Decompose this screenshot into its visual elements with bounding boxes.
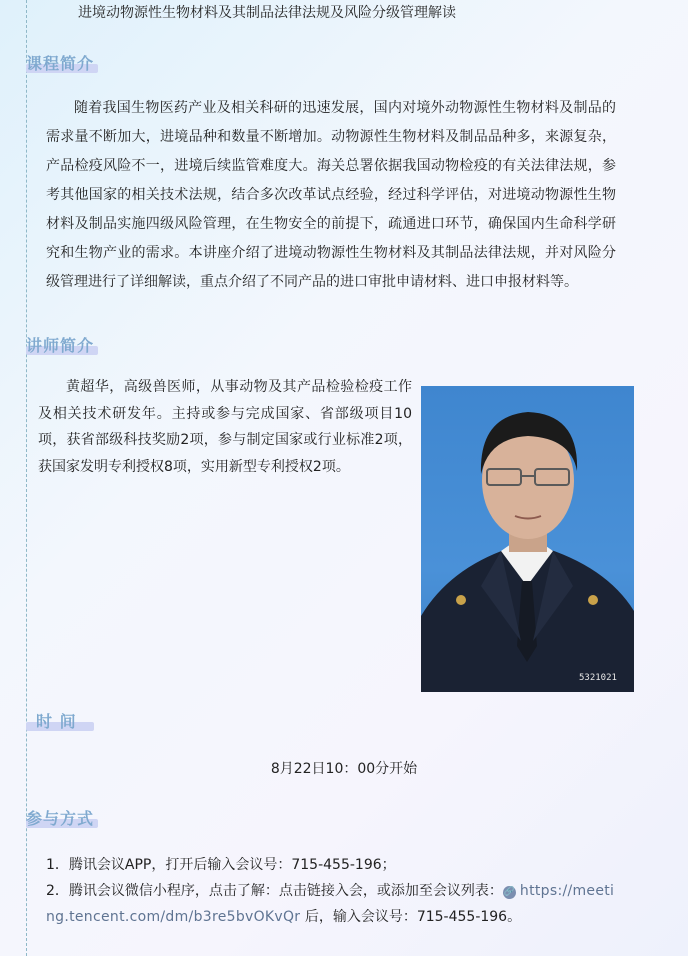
join-method-app: 1．腾讯会议APP，打开后输入会议号：715-455-196； [46,857,396,873]
time-heading-text: 时 间 [36,712,77,731]
photo-badge-number: 5321021 [579,673,617,683]
join-heading [26,806,94,828]
start-time: 8月22日10：00分开始 [270,761,418,777]
lecturer-heading-text: 讲师简介 [26,336,95,355]
lecture-title: 进境动物源性生物材料及其制品法律法规及风险分级管理解读 [78,5,456,21]
course-heading-text: 课程简介 [26,54,95,73]
lecturer-heading [26,333,94,355]
lecturer-portrait-graphic [421,386,634,692]
join-method-miniprogram [46,878,618,930]
join-heading-text: 参与方式 [26,809,95,828]
lecturer-bio: 黄超华，高级兽医师，从事动物及其产品检验检疫工作及相关技术研发年。主持或参与完成国家、省部级项目10项，获省部级科技奖励2项，参与制定国家或行业标准2项，获国家发明专利授权8项，实用新型专利授权2项。 [38,379,412,475]
join-method-miniprogram-suffix: 后，输入会议号：715-455-196。 [300,909,522,925]
time-heading [26,709,77,731]
meeting-link[interactable]: https://meeting.tencent.com/dm/b3re5bvOKvQr [46,883,615,925]
lecturer-photo [421,386,634,692]
course-description: 随着我国生物医药产业及相关科研的迅速发展，国内对境外动物源性生物材料及制品的需求量不断加大，进境品种和数量不断增加。动物源性生物材料及制品品种多，来源复杂，产品检疫风险不一，进境后续监管难度大。海关总署依据我国动物检疫的有关法律法规，参考其他国家的相关技术法规，结合多次改革试点经验，经过科学评估，对进境动物源性生物材料及制品实施四级风险管理，在生物安全的前提下，疏通进口环节，确保国内生命科学研究和生物产业的需求。本讲座介绍了进境动物源性生物材料及其制品法律法规，并对风险分级管理进行了详细解读，重点介绍了不同产品的进口审批申请材料、进口申报材料等。 [46,100,616,290]
course-heading [26,51,94,73]
link-icon: 🔗 [503,887,516,897]
join-method-miniprogram-text: 2．腾讯会议微信小程序，点击了解：点击链接入会，或添加至会议列表： [46,883,503,899]
